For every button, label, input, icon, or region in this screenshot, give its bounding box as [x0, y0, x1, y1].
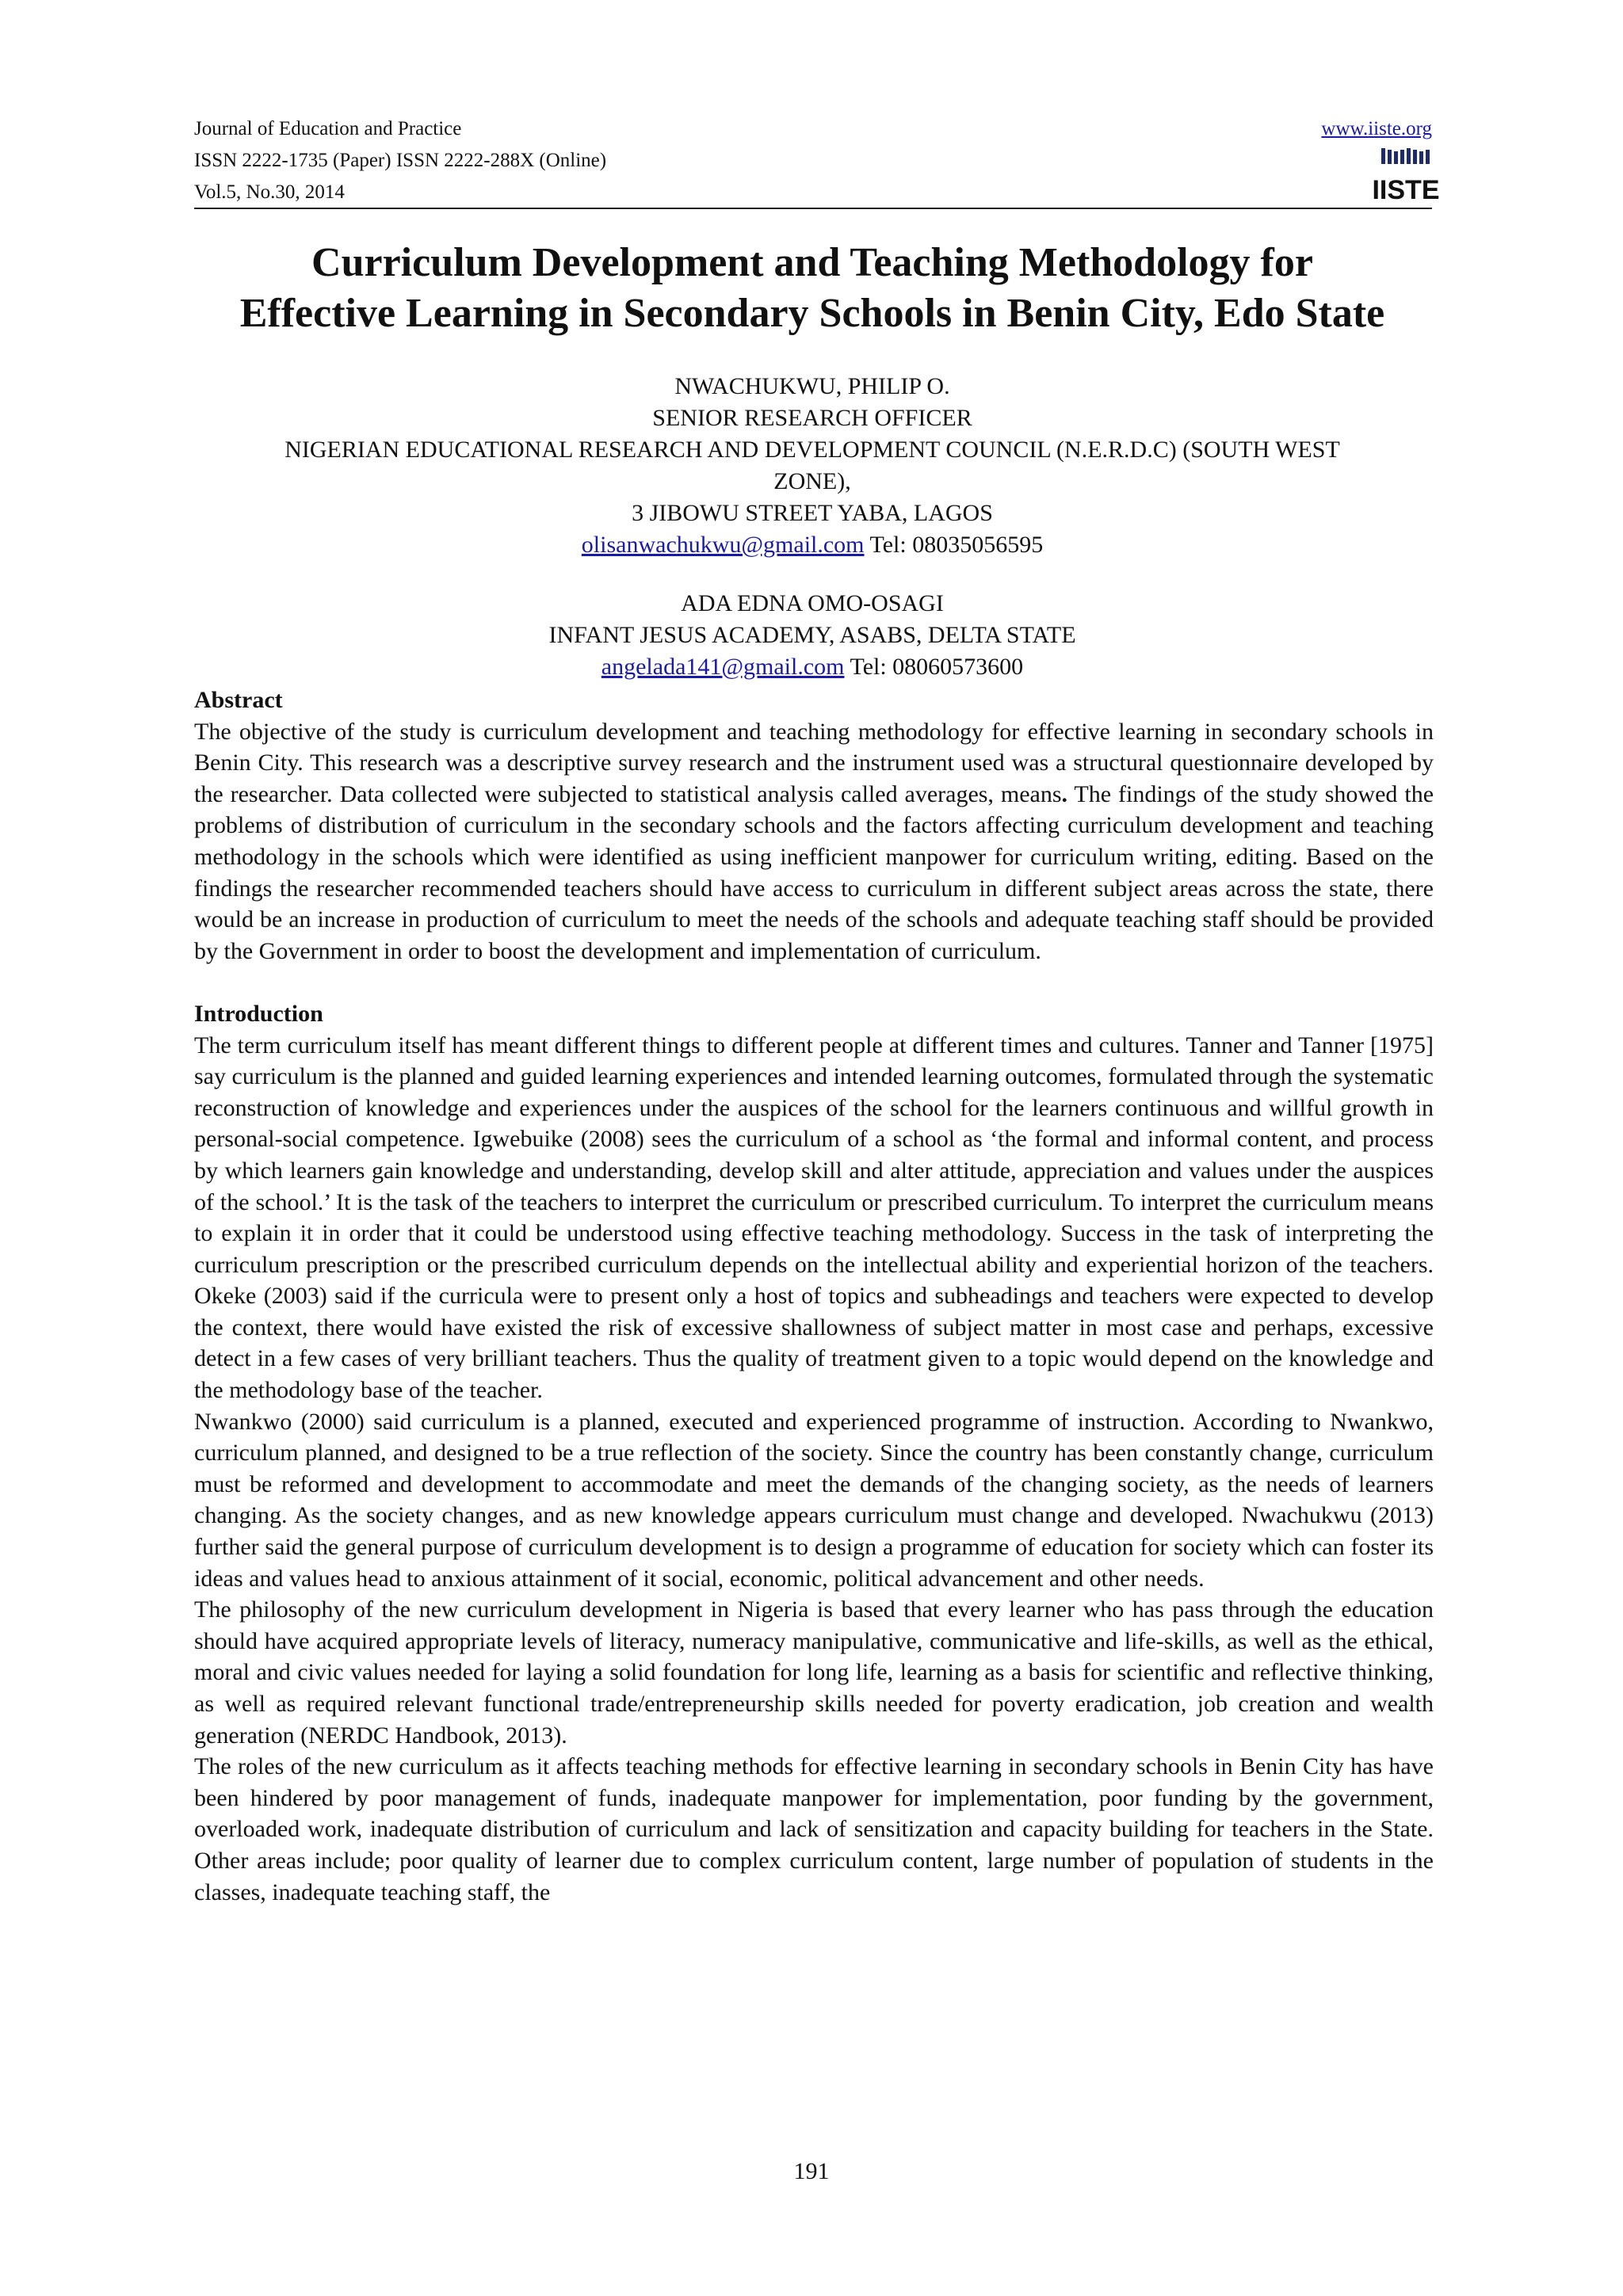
author1-contact: [182, 529, 1442, 561]
intro-paragraph-2: Nwankwo (2000) said curriculum is a planned, executed and experienced programme of instruction. According to Nwankwo, curriculum planned, and designed to be a true reflection of the society. Since the country has been constantly change, curriculum must be reformed and development to accommodate and meet the demands of the changing society, as the needs of learners changing. As the society changes, and as new knowledge appears curriculum must change and developed. Nwachukwu (2013) further said the general purpose of curriculum development is to design a programme of education for society which can foster its ideas and values head to anxious attainment of it social, economic, political advancement and other needs.: [194, 1408, 1434, 1592]
author1-tel: Tel: 08035056595: [864, 532, 1044, 558]
author1-email-link[interactable]: olisanwachukwu@gmail.com: [581, 532, 865, 558]
author-block: [182, 371, 1442, 683]
journal-volume: Vol.5, No.30, 2014: [194, 181, 345, 203]
intro-paragraph-1: The term curriculum itself has meant different things to different people at different times and cultures. Tanner and Tanner [1975] say curriculum is the planned and guided learning experiences and intended learning outcomes, formulated through the systematic reconstruction of knowledge and experiences under the auspices of the school for the learners continuous and willful growth in personal-social competence. Igwebuike (2008) sees the curriculum of a school as ‘the formal and informal content, and process by which learners gain knowledge and understanding, develop skill and alter attitude, appreciation and values under the auspices of the school.’ It is the task of the teachers to interpret the curriculum or prescribed curriculum. To interpret the curriculum means to explain it in order that it could be understood using effective teaching methodology. Success in the task of interpreting the curriculum prescription or the prescribed curriculum depends on the intellectual ability and experiential horizon of the teachers. Okeke (2003) said if the curricula were to present only a host of topics and subheadings and teachers were expected to develop the context, there would have existed the risk of excessive shallowness of subject matter in most case and perhaps, excessive detect in a few cases of very brilliant teachers. Thus the quality of treatment given to a topic would depend on the knowledge and the methodology base of the teacher.: [194, 1032, 1434, 1404]
author2-email-link[interactable]: angelada141@gmail.com: [601, 654, 845, 680]
abstract-heading: Abstract: [194, 687, 283, 713]
iiste-logo: [1372, 148, 1440, 205]
author2-org: INFANT JESUS ACADEMY, ASABS, DELTA STATE: [548, 622, 1076, 648]
paper-title: [182, 238, 1442, 339]
author1-org-line-1: NIGERIAN EDUCATIONAL RESEARCH AND DEVELOPMENT COUNCIL (N.E.R.D.C) (SOUTH WEST: [285, 437, 1340, 463]
svg-text:IISTE: IISTE: [1372, 175, 1440, 205]
journal-header: [194, 113, 1440, 209]
title-line-1: Curriculum Development and Teaching Methodology for: [311, 240, 1313, 285]
author1-address: 3 JIBOWU STREET YABA, LAGOS: [632, 500, 993, 526]
paper-body: [194, 685, 1434, 1908]
author1-name: NWACHUKWU, PHILIP O.: [674, 373, 950, 399]
author2-tel: Tel: 08060573600: [844, 654, 1024, 680]
journal-website-link[interactable]: www.iiste.org: [1321, 118, 1432, 139]
author2-name: ADA EDNA OMO-OSAGI: [681, 590, 944, 616]
journal-info: [194, 113, 606, 208]
title-line-2: Effective Learning in Secondary Schools in Benin City, Edo State: [239, 291, 1385, 336]
intro-paragraph-3: The philosophy of the new curriculum development in Nigeria is based that every learner who has pass through the education should have acquired appropriate levels of literacy, numeracy manipulative, communicative and life-skills, as well as the ethical, moral and civic values needed for laying a solid foundation for long life, learning as a basis for scientific and reflective thinking, as well as required relevant functional trade/entrepreneurship skills needed for poverty eradication, job creation and wealth generation (NERDC Handbook, 2013).: [194, 1596, 1434, 1749]
author1-org-line-2: ZONE),: [773, 468, 851, 494]
introduction-heading: Introduction: [194, 1000, 323, 1027]
author2-contact: [182, 651, 1442, 683]
page-number: 191: [793, 2158, 830, 2184]
author1-position: SENIOR RESEARCH OFFICER: [652, 405, 972, 431]
abstract-text: The objective of the study is curriculum development and teaching methodology for effective learning in secondary schools in Benin City. This research was a descriptive survey research and the instrument used was a structural questionnaire developed by the researcher. Data collected were subjected to statistical analysis called averages, means. The findings of the study showed the problems of distribution of curriculum in the secondary schools and the factors affecting curriculum development and teaching methodology in the schools which were identified as using inefficient manpower for curriculum writing, editing. Based on the findings the researcher recommended teachers should have access to curriculum in different subject areas across the state, there would be an increase in production of curriculum to meet the needs of the schools and adequate teaching staff should be provided by the Government in order to boost the development and implementation of curriculum.: [194, 718, 1434, 964]
journal-issn: ISSN 2222-1735 (Paper) ISSN 2222-288X (Online): [194, 150, 607, 171]
intro-paragraph-4: The roles of the new curriculum as it affects teaching methods for effective learning in secondary schools in Benin City has have been hindered by poor management of funds, inadequate manpower for implementation, poor funding by the government, overloaded work, inadequate distribution of curriculum and lack of sensitization and capacity building for teachers in the State. Other areas include; poor quality of learner due to complex curriculum content, large number of population of students in the classes, inadequate teaching staff, the: [194, 1753, 1434, 1905]
journal-name: Journal of Education and Practice: [194, 118, 462, 139]
